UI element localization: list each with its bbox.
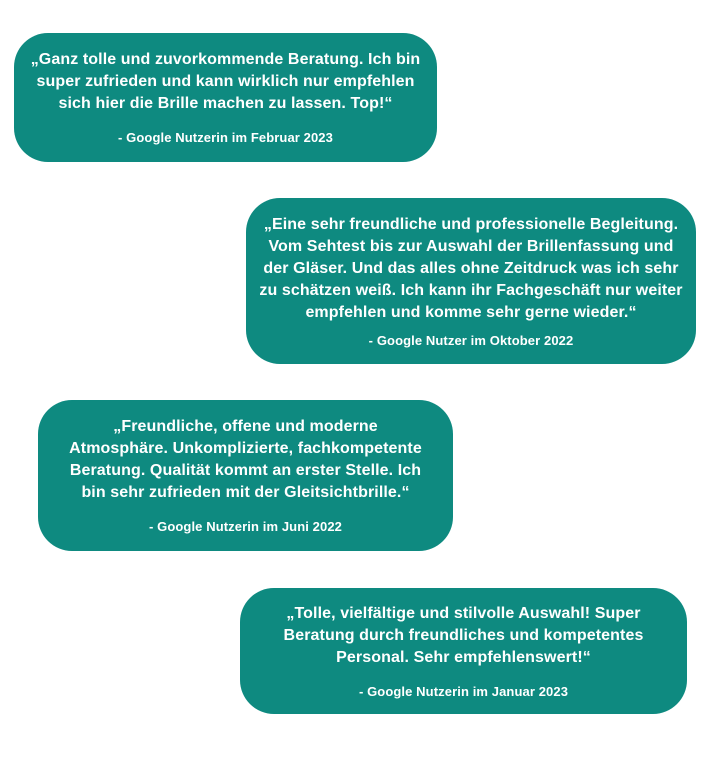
testimonial-attribution: - Google Nutzer im Oktober 2022 xyxy=(368,332,574,348)
testimonial-card xyxy=(38,400,453,551)
testimonial-card xyxy=(14,33,437,162)
testimonial-quote: „Eine sehr freundliche und professionelle Begleitung. Vom Sehtest bis zur Auswahl der Brillenfassung und der Gläser. Und das alles ohne Zeitdruck was ich sehr zu schätzen weiß. Ich kann ihr Fachgeschäft nur weiter empfehlen und komme sehr gerne wieder.“ xyxy=(259,215,683,321)
testimonial-attribution: - Google Nutzerin im Februar 2023 xyxy=(118,130,333,146)
testimonial-card xyxy=(240,588,687,714)
testimonial-card xyxy=(246,198,696,364)
testimonial-quote: „Ganz tolle und zuvorkommende Beratung. Ich bin super zufrieden und kann wirklich nur empfehlen sich hier die Brille machen zu lassen. Top!“ xyxy=(30,51,421,113)
testimonial-attribution: - Google Nutzerin im Januar 2023 xyxy=(358,683,569,699)
testimonial-quote: „Tolle, vielfältige und stilvolle Auswahl! Super Beratung durch freundliches und kompetentes Personal. Sehr empfehlenswert!“ xyxy=(283,604,644,666)
testimonial-quote: „Freundliche, offene und moderne Atmosphäre. Unkomplizierte, fachkompetente Beratung. Qualität kommt an erster Stelle. Ich bin sehr zufrieden mit der Gleitsichtbrille.“ xyxy=(69,418,422,502)
testimonial-attribution: - Google Nutzerin im Juni 2022 xyxy=(149,519,342,535)
